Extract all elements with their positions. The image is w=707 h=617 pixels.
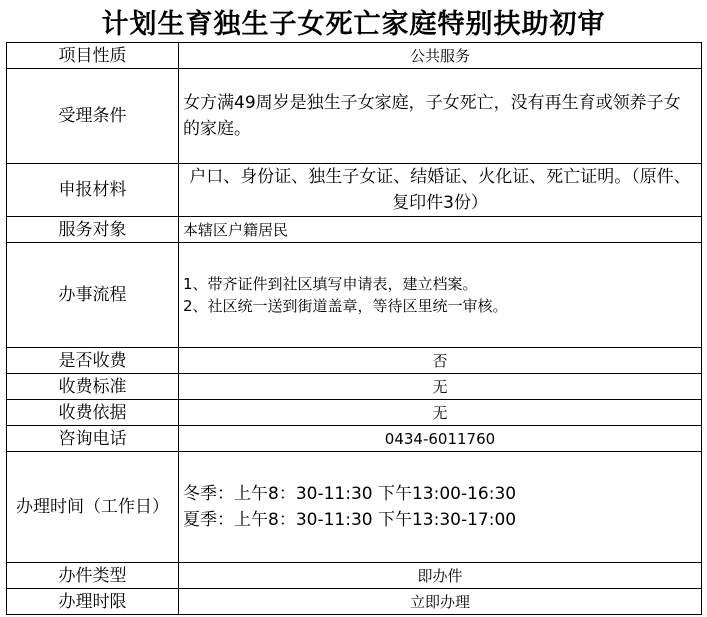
row-label: 咨询电话 bbox=[7, 426, 179, 452]
hours-line: 夏季：上午8：30-11:30 下午13:30-17:00 bbox=[183, 510, 517, 530]
row-value: 无 bbox=[179, 400, 702, 426]
table-row bbox=[7, 426, 702, 452]
row-label: 收费依据 bbox=[7, 400, 179, 426]
row-label: 办理时限 bbox=[7, 589, 179, 615]
row-value: 本辖区户籍居民 bbox=[179, 217, 702, 243]
row-label: 办件类型 bbox=[7, 563, 179, 589]
hours-line: 冬季：上午8：30-11:30 下午13:00-16:30 bbox=[183, 484, 517, 504]
row-label: 办事流程 bbox=[7, 243, 179, 348]
row-value: 女方满49周岁是独生子女家庭，子女死亡，没有再生育或领养子女的家庭。 bbox=[179, 69, 702, 164]
table-row bbox=[7, 69, 702, 164]
row-value: 公共服务 bbox=[179, 43, 702, 69]
row-label: 受理条件 bbox=[7, 69, 179, 164]
row-value: 0434-6011760 bbox=[179, 426, 702, 452]
row-value: 立即办理 bbox=[179, 589, 702, 615]
process-step: 1、带齐证件到社区填写申请表，建立档案。 bbox=[183, 275, 478, 293]
table-row bbox=[7, 374, 702, 400]
table-row bbox=[7, 589, 702, 615]
table-row bbox=[7, 164, 702, 217]
row-value: 即办件 bbox=[179, 563, 702, 589]
table-row bbox=[7, 243, 702, 348]
row-label: 服务对象 bbox=[7, 217, 179, 243]
table-row bbox=[7, 452, 702, 563]
table-row bbox=[7, 217, 702, 243]
process-step: 2、社区统一送到街道盖章，等待区里统一审核。 bbox=[183, 297, 508, 315]
row-value: 户口、身份证、独生子女证、结婚证、火化证、死亡证明。（原件、复印件3份） bbox=[179, 164, 702, 217]
page-title: 计划生育独生子女死亡家庭特别扶助初审 bbox=[101, 8, 606, 40]
row-label: 是否收费 bbox=[7, 348, 179, 374]
table-row bbox=[7, 348, 702, 374]
row-value bbox=[179, 452, 702, 563]
row-label: 收费标准 bbox=[7, 374, 179, 400]
table-row bbox=[7, 43, 702, 69]
row-value bbox=[179, 243, 702, 348]
table-row bbox=[7, 400, 702, 426]
row-value: 否 bbox=[179, 348, 702, 374]
row-value: 无 bbox=[179, 374, 702, 400]
table-row bbox=[7, 563, 702, 589]
row-label: 申报材料 bbox=[7, 164, 179, 217]
row-label: 办理时间（工作日） bbox=[7, 452, 179, 563]
row-label: 项目性质 bbox=[7, 43, 179, 69]
info-table bbox=[6, 42, 702, 615]
